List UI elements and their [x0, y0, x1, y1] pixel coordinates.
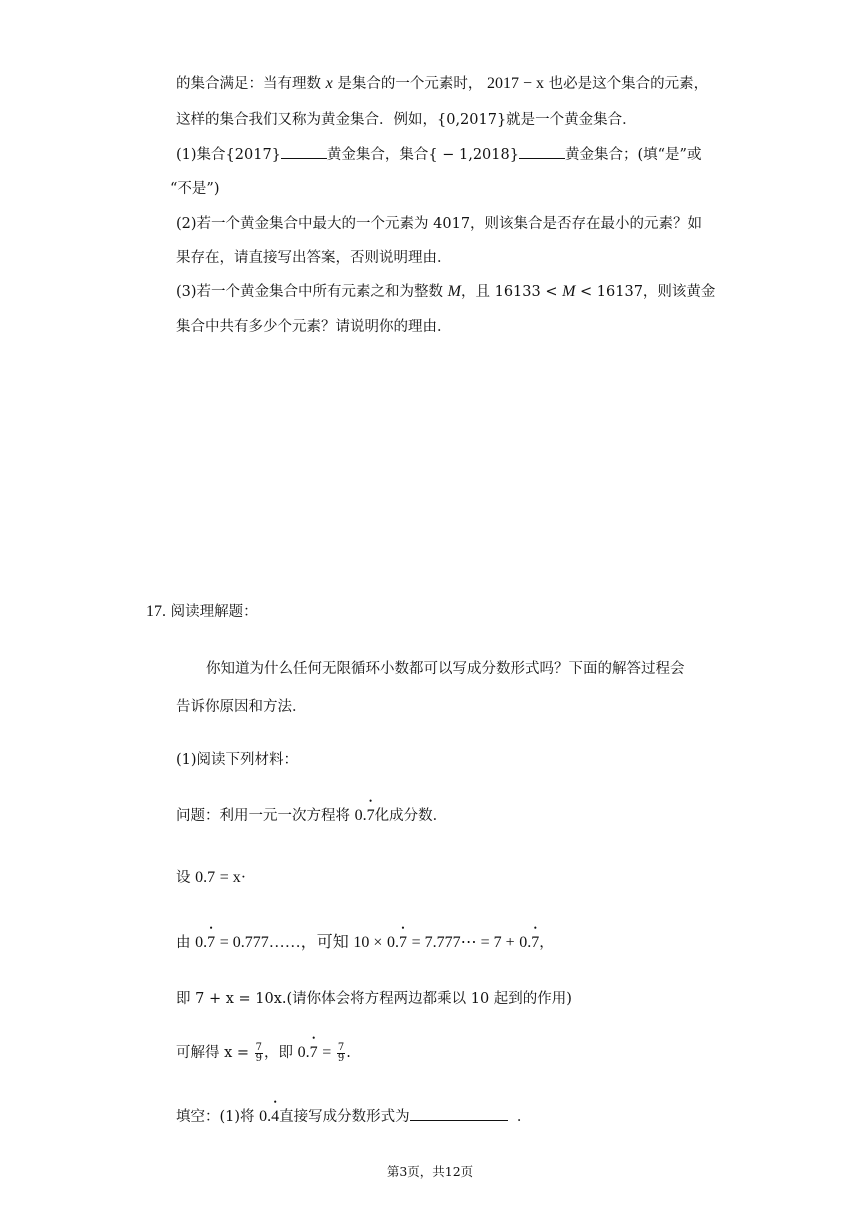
text: 黄金集合；(填“是”或 — [564, 147, 702, 163]
decimal-int: 0. — [195, 934, 208, 951]
part-2-line-1: (2)若一个黄金集合中最大的一个元素为 4017，则该集合是否存在最小的元素？如 — [176, 216, 703, 232]
q17-problem — [176, 804, 447, 825]
decimal-int: 0. — [297, 1044, 310, 1061]
denominator: 9 — [255, 1052, 263, 1064]
decimal-int: 0. — [195, 869, 208, 886]
recurring-decimal — [519, 934, 539, 951]
repeat-digit: • 7 — [531, 934, 539, 952]
page-footer: 第3页，共12页 — [386, 1164, 474, 1179]
denominator: 9 — [337, 1052, 345, 1064]
repeat-digit: • 7 — [207, 934, 215, 952]
intro-line-2: 这样的集合我们又称为黄金集合．例如，{0,2017}就是一个黄金集合． — [176, 112, 637, 128]
decimal-int: 0. — [519, 934, 532, 951]
text: 可解得 x = — [176, 1045, 250, 1061]
recurring-decimal — [195, 869, 215, 886]
question-17-heading — [146, 600, 258, 621]
math-expr: = 7.777⋯ = 7 + — [411, 934, 515, 951]
text: ，即 — [264, 1045, 294, 1061]
repeat-digit: • 4 — [271, 1108, 279, 1126]
numerator: 7 — [255, 1041, 263, 1053]
repeat-digit: • 7 — [399, 934, 407, 952]
decimal-int: 0. — [354, 807, 367, 824]
text: (1)集合{2017} — [176, 147, 281, 163]
math-expr: 2017 − x — [486, 75, 544, 92]
q17-equation: 即 7 + x = 10x.(请你体会将方程两边都乘以 10 起到的作用) — [176, 991, 572, 1007]
text: ． — [516, 1109, 532, 1125]
text: ， — [539, 935, 554, 951]
math-expr: 10 × — [353, 934, 383, 951]
text: 设 — [176, 870, 191, 886]
part-1-cont: “不是”) — [170, 181, 220, 197]
recurring-decimal — [298, 1044, 318, 1061]
decimal-int: 0. — [387, 934, 399, 951]
q17-para-1: 你知道为什么任何无限循环小数都可以写成分数形式吗？下面的解答过程会 — [206, 661, 685, 677]
math-var: x — [325, 75, 333, 92]
q17-from — [176, 929, 554, 952]
text: 的集合满足：当有理数 — [176, 76, 321, 92]
fraction — [255, 1043, 263, 1064]
repeat-digit: • 7 — [310, 1044, 318, 1062]
recurring-decimal — [355, 807, 375, 824]
text: 化成分数． — [374, 808, 448, 824]
intro-line-1 — [176, 72, 708, 93]
repeat-digit: • 7 — [367, 807, 375, 825]
text: (3)若一个黄金集合中所有元素之和为整数 — [176, 284, 444, 300]
math-var: M — [447, 283, 461, 300]
q17-para-2: 告诉你原因和方法． — [176, 699, 307, 715]
text: 问题：利用一元一次方程将 — [176, 808, 350, 824]
decimal-int: 0. — [259, 1108, 272, 1125]
math-expr: = — [322, 1044, 332, 1061]
q17-sub-1: (1)阅读下列材料： — [176, 752, 299, 768]
part-3-line-2: 集合中共有多少个元素？请说明你的理由． — [176, 319, 452, 335]
question-title: 阅读理解题： — [170, 604, 258, 620]
question-number: 17. — [146, 603, 166, 620]
text: 填空：(1)将 — [176, 1109, 255, 1125]
text: . — [346, 1045, 351, 1061]
answer-blank[interactable] — [519, 144, 565, 159]
recurring-decimal — [259, 1108, 279, 1125]
answer-blank[interactable] — [410, 1106, 508, 1121]
text: < 16137，则该黄金 — [580, 284, 716, 300]
text: 黄金集合，集合{ − 1,2018} — [326, 147, 519, 163]
recurring-decimal — [195, 934, 215, 951]
fraction — [337, 1043, 345, 1064]
text: 是集合的一个元素时， — [337, 76, 483, 92]
answer-blank[interactable] — [281, 144, 327, 159]
q17-solve — [176, 1041, 351, 1064]
text: 由 — [176, 935, 191, 951]
math-expr: = 0.777……，可知 — [219, 934, 349, 951]
math-var: M — [562, 283, 576, 300]
repeat-digit: 7 — [207, 869, 216, 886]
recurring-decimal — [387, 934, 407, 951]
math-expr: = x· — [219, 869, 247, 886]
part-3-line-1 — [176, 280, 715, 301]
text: 直接写成分数形式为 — [279, 1109, 410, 1125]
q17-fill — [176, 1105, 531, 1126]
numerator: 7 — [337, 1041, 345, 1053]
text: ，且 16133 < — [460, 284, 558, 300]
part-2-line-2: 果存在，请直接写出答案，否则说明理由． — [176, 250, 452, 266]
text: 也必是这个集合的元素， — [548, 76, 709, 92]
part-1 — [176, 143, 701, 164]
q17-let — [176, 866, 246, 887]
